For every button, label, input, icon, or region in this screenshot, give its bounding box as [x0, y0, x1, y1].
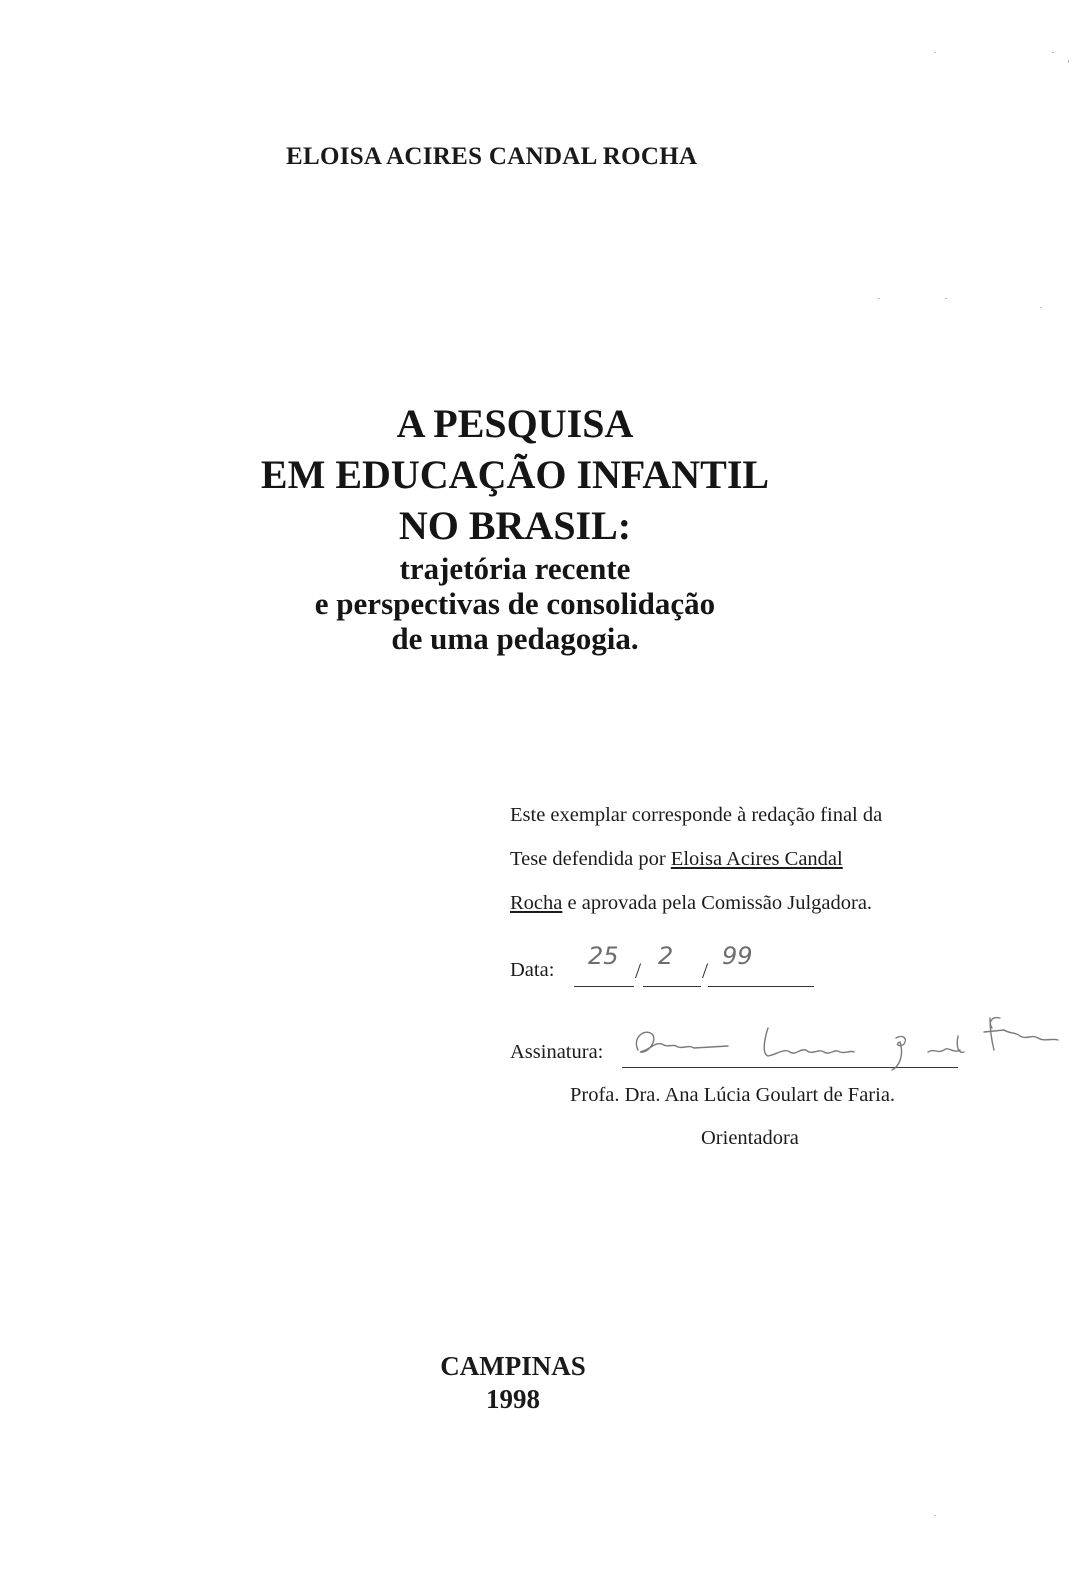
- date-separator-1: /: [635, 958, 642, 983]
- approval-line-2: [510, 837, 980, 881]
- thesis-title: [200, 398, 830, 656]
- title-line-1: A PESQUISA: [396, 401, 634, 446]
- author-name: ELOISA ACIRES CANDAL ROCHA: [286, 143, 698, 170]
- subtitle-line-3: de uma pedagogia.: [391, 621, 639, 656]
- approval-line-2-prefix: Tese defendida por: [510, 848, 671, 870]
- date-field: [510, 940, 840, 995]
- candidate-name-part-2: Rocha: [510, 892, 563, 914]
- candidate-name-part-1: Eloisa Acires Candal: [670, 848, 843, 870]
- approval-line-3: [510, 881, 980, 925]
- date-month-handwritten: 2: [658, 942, 674, 970]
- scan-speck: [934, 52, 936, 53]
- approval-line-3-suffix: e aprovada pela Comissão Julgadora.: [562, 892, 873, 914]
- place-and-year: [413, 1350, 613, 1416]
- advisor-role: Orientadora: [701, 1127, 799, 1149]
- signature-field: [510, 1010, 1088, 1080]
- date-label: Data:: [510, 959, 555, 981]
- scan-speck: [1052, 52, 1054, 53]
- date-year-handwritten: 99: [722, 942, 753, 970]
- scan-speck: [1068, 60, 1069, 63]
- date-year-line: [708, 986, 814, 987]
- date-month-line: [643, 986, 701, 987]
- approval-line-1: Este exemplar corresponde à redação final da: [510, 804, 883, 826]
- scan-speck: [878, 298, 880, 299]
- date-separator-2: /: [702, 958, 709, 983]
- signature-label: Assinatura:: [510, 1041, 604, 1063]
- handwritten-signature: [628, 1010, 1088, 1072]
- approval-statement: [510, 793, 980, 925]
- date-day-handwritten: 25: [588, 942, 619, 970]
- scan-speck: [934, 1515, 936, 1516]
- year: 1998: [486, 1384, 540, 1414]
- title-line-2: EM EDUCAÇÃO INFANTIL: [260, 452, 770, 497]
- subtitle-line-2: e perspectivas de consolidação: [314, 586, 716, 621]
- scan-speck: [945, 298, 947, 299]
- advisor-name: Profa. Dra. Ana Lúcia Goulart de Faria.: [570, 1084, 896, 1106]
- city: CAMPINAS: [440, 1351, 586, 1381]
- title-line-3: NO BRASIL:: [398, 503, 632, 548]
- date-day-line: [574, 986, 634, 987]
- scan-speck: [1040, 307, 1042, 308]
- subtitle-line-1: trajetória recente: [399, 551, 631, 586]
